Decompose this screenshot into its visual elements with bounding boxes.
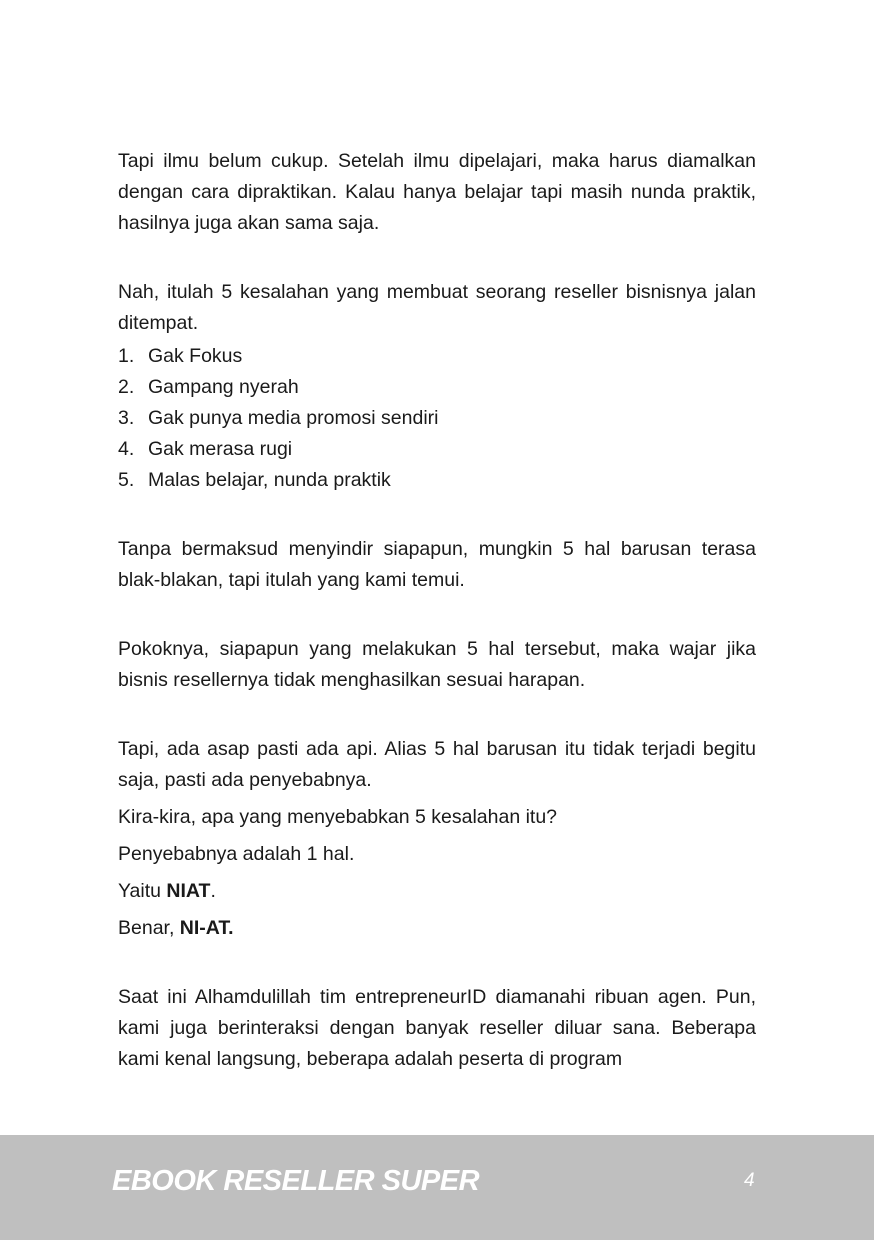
page-number: 4 (744, 1170, 755, 1191)
page-body (118, 146, 756, 1075)
ni-at-prefix: Benar, (118, 917, 180, 939)
paragraph-asap-api: Tapi, ada asap pasti ada api. Alias 5 hal barusan itu tidak terjadi begitu saja, pasti ada penyebabnya. (118, 738, 756, 791)
list-item (118, 403, 756, 434)
niat-bold: NIAT (166, 880, 211, 902)
page-footer (0, 1135, 874, 1240)
list-number: 3. (118, 407, 135, 429)
list-text: Gak Fokus (148, 345, 243, 367)
paragraph-ni-at (118, 913, 756, 944)
niat-prefix: Yaitu (118, 880, 167, 902)
list-number: 2. (118, 376, 135, 398)
list-item (118, 434, 756, 465)
list-item (118, 372, 756, 403)
list-text: Malas belajar, nunda praktik (148, 469, 391, 491)
paragraph-question: Kira-kira, apa yang menyebabkan 5 kesalahan itu? (118, 806, 558, 828)
paragraph-ilmu: Tapi ilmu belum cukup. Setelah ilmu dipelajari, maka harus diamalkan dengan cara dipraktikan. Kalau hanya belajar tapi masih nunda praktik, hasilnya juga akan sama saja. (118, 150, 756, 234)
list-item (118, 465, 756, 496)
paragraph-niat (118, 876, 756, 907)
list-number: 5. (118, 469, 135, 491)
ni-at-bold: NI-AT. (179, 917, 234, 939)
paragraph-blak-blakan: Tanpa bermaksud menyindir siapapun, mungkin 5 hal barusan terasa blak-blakan, tapi itulah yang kami temui. (118, 538, 756, 591)
list-number: 4. (118, 438, 135, 460)
list-number: 1. (118, 345, 135, 367)
paragraph-pokoknya: Pokoknya, siapapun yang melakukan 5 hal tersebut, maka wajar jika bisnis resellernya tidak menghasilkan sesuai harapan. (118, 638, 756, 691)
paragraph-entrepreneurid: Saat ini Alhamdulillah tim entrepreneurID diamanahi ribuan agen. Pun, kami juga berinteraksi dengan banyak reseller diluar sana. Beberapa kami kenal langsung, beberapa adalah peserta di program (118, 986, 756, 1070)
list-text: Gak punya media promosi sendiri (148, 407, 439, 429)
list-text: Gampang nyerah (148, 376, 299, 398)
paragraph-summary-intro: Nah, itulah 5 kesalahan yang membuat seorang reseller bisnisnya jalan ditempat. (118, 281, 756, 334)
list-text: Gak merasa rugi (148, 438, 293, 460)
mistakes-list (118, 341, 756, 496)
niat-suffix: . (210, 880, 216, 902)
paragraph-penyebab: Penyebabnya adalah 1 hal. (118, 843, 355, 865)
list-item (118, 341, 756, 372)
footer-title: EBOOK RESELLER SUPER (112, 1165, 480, 1197)
